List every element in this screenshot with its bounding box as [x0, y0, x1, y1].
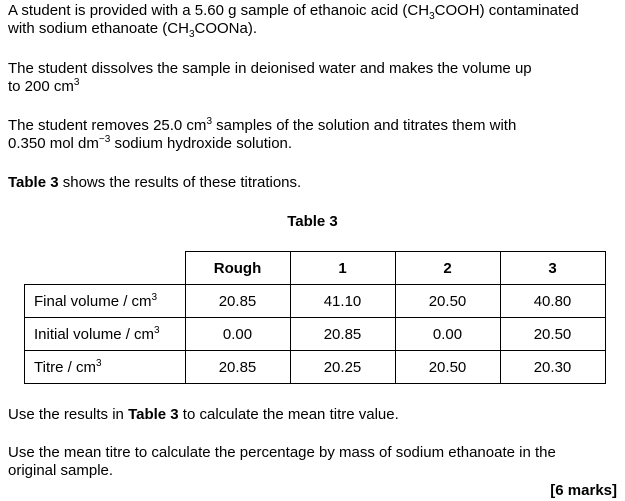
header-3: 3	[500, 252, 605, 285]
superscript: 3	[73, 77, 80, 88]
intro-paragraph	[8, 2, 579, 38]
table-reference	[8, 174, 301, 192]
table-cell: 20.30	[500, 351, 605, 384]
superscript: 3	[206, 116, 212, 127]
table-header-row	[25, 252, 606, 285]
subscript: 3	[429, 11, 435, 22]
titration-text-4: sodium hydroxide solution.	[110, 135, 293, 152]
dissolve-text-2: to 200 cm	[8, 78, 74, 95]
table-cell: 20.85	[185, 285, 290, 318]
titration-paragraph	[8, 117, 516, 153]
table-ref-text: shows the results of these titrations.	[58, 174, 302, 191]
header-2: 2	[395, 252, 500, 285]
dissolve-text-1: The student dissolves the sample in deionised water and makes the volume up	[8, 60, 532, 77]
table-cell: 0.00	[395, 318, 500, 351]
table-cell: 20.85	[290, 318, 395, 351]
blank-cell	[25, 252, 186, 285]
table-cell: 40.80	[500, 285, 605, 318]
q1-text-1: Use the results in	[8, 406, 129, 423]
q2-text-1: Use the mean titre to calculate the percentage by mass of sodium ethanoate in the	[8, 444, 556, 461]
intro-text-2: COOH) contaminated	[434, 2, 579, 19]
q1-bold: Table 3	[128, 406, 179, 423]
row-label: Final volume / $cm^3$	[25, 285, 186, 318]
table-cell: 41.10	[290, 285, 395, 318]
table-cell: 20.50	[500, 318, 605, 351]
table-cell: 20.50	[395, 285, 500, 318]
results-table	[24, 251, 606, 384]
table-cell: 20.50	[395, 351, 500, 384]
intro-text-1: A student is provided with a 5.60 g sample of ethanoic acid (CH	[8, 2, 430, 19]
marks-label: [6 marks]	[550, 482, 617, 499]
superscript: −3	[98, 134, 111, 145]
table-cell: 0.00	[185, 318, 290, 351]
table-ref-bold: Table 3	[8, 174, 59, 191]
row-label: Titre / $cm^3$	[25, 351, 186, 384]
table-cell: 20.25	[290, 351, 395, 384]
table-row	[25, 351, 606, 384]
table-cell: 20.85	[185, 351, 290, 384]
table-caption: Table 3	[287, 213, 338, 230]
intro-text-3: with sodium ethanoate (CH	[8, 20, 189, 37]
subscript: 3	[188, 29, 195, 40]
header-rough: Rough	[185, 252, 290, 285]
question-percentage	[8, 444, 556, 480]
titration-text-1: The student removes 25.0 cm	[8, 117, 207, 134]
dissolve-paragraph	[8, 60, 532, 96]
table-row	[25, 285, 606, 318]
row-label: Initial volume / $cm^3$	[25, 318, 186, 351]
q2-text-2: original sample.	[8, 462, 114, 479]
titration-text-2: samples of the solution and titrates them with	[212, 117, 517, 134]
titration-text-3: 0.350 mol dm	[8, 135, 99, 152]
header-1: 1	[290, 252, 395, 285]
intro-text-4: COONa).	[194, 20, 258, 37]
question-mean-titre	[8, 406, 399, 424]
table-row	[25, 318, 606, 351]
q1-text-2: to calculate the mean titre value.	[178, 406, 399, 423]
